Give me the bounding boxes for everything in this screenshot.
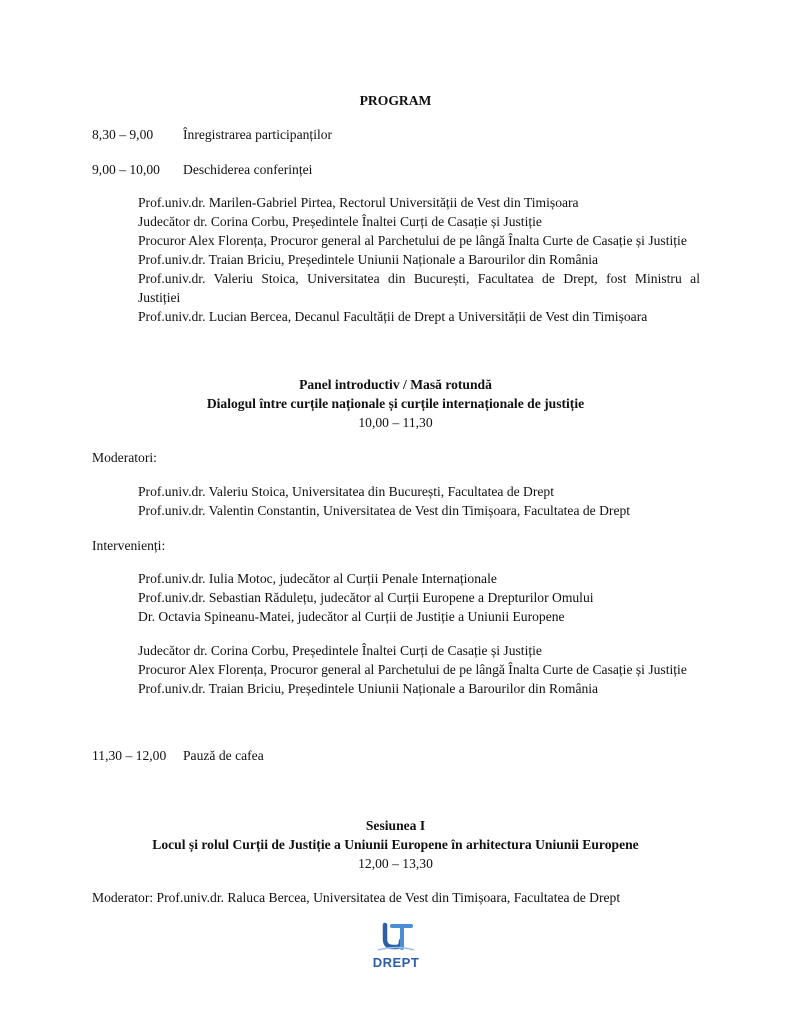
speakers-list-group2 — [138, 641, 700, 698]
schedule-time: 9,00 – 10,00 — [92, 162, 160, 177]
moderator-line: Prof.univ.dr. Valeriu Stoica, Universitatea din București, Facultatea de Drept — [138, 484, 555, 499]
session1-subheading: Locul și rolul Curții de Justiție a Uniunii Europene în arhitectura Uniunii Europene — [152, 837, 639, 852]
speaker-line: Prof.univ.dr. Traian Briciu, Președintele Uniunii Naționale a Barourilor din România — [138, 252, 599, 267]
moderators-list — [138, 482, 700, 520]
panel-subheading: Dialogul între curțile naționale și curțile internaționale de justiție — [206, 396, 585, 411]
speaker-line: Prof.univ.dr. Lucian Bercea, Decanul Facultății de Drept a Universității de Vest din Timișoara — [138, 309, 648, 324]
schedule-label: Deschiderea conferinței — [183, 162, 313, 177]
session1-heading-block — [0, 816, 791, 873]
schedule-time: 11,30 – 12,00 — [92, 748, 167, 763]
program-title: PROGRAM — [359, 93, 432, 108]
session1-time: 12,00 – 13,30 — [358, 856, 433, 871]
schedule-time: 8,30 – 9,00 — [92, 127, 154, 142]
speaker-line: Procuror Alex Florența, Procuror general al Parchetului de pe lângă Înalta Curte de Casație și Justiție — [138, 662, 687, 677]
schedule-label: Înregistrarea participanților — [183, 127, 333, 142]
moderator-line: Prof.univ.dr. Valentin Constantin, Universitatea de Vest din Timișoara, Facultatea de Drept — [138, 503, 631, 518]
schedule-row-registration — [92, 125, 712, 144]
speaker-line: Judecător dr. Corina Corbu, Președintele Înaltei Curți de Casație și Justiție — [138, 214, 542, 229]
opening-speakers-list — [138, 193, 700, 326]
speaker-line: Prof.univ.dr. Marilen-Gabriel Pirtea, Rectorul Universității de Vest din Timișoara — [138, 195, 579, 210]
speaker-line: Judecător dr. Corina Corbu, Președintele Înaltei Curți de Casație și Justiție — [138, 643, 542, 658]
logo-word: DREPT — [372, 955, 420, 970]
speaker-line: Prof.univ.dr. Traian Briciu, Președintele Uniunii Naționale a Barourilor din România — [138, 681, 599, 696]
panel-time: 10,00 – 11,30 — [358, 415, 433, 430]
speaker-line: Dr. Octavia Spineanu-Matei, judecător al Curții de Justiție a Uniunii Europene — [138, 609, 565, 624]
speaker-line: Procuror Alex Florența, Procuror general al Parchetului de pe lângă Înalta Curte de Casație și Justiție — [138, 233, 687, 248]
moderators-label: Moderatori: — [92, 450, 157, 465]
speakers-list-group1 — [138, 569, 700, 626]
faculty-logo — [368, 921, 424, 971]
schedule-row-break — [92, 746, 712, 765]
ut-logo-icon — [368, 921, 424, 953]
session1-moderator: Moderator: Prof.univ.dr. Raluca Bercea, Universitatea de Vest din Timișoara, Facultatea de Drept — [92, 890, 621, 905]
speaker-line: Prof.univ.dr. Sebastian Rădulețu, judecător al Curții Europene a Drepturilor Omului — [138, 590, 594, 605]
panel-heading: Panel introductiv / Masă rotundă — [299, 377, 492, 392]
speaker-line: Prof.univ.dr. Valeriu Stoica, Universitatea din București, Facultatea de Drept, fost Ministru al — [138, 271, 700, 286]
speaker-line: Prof.univ.dr. Iulia Motoc, judecător al Curții Penale Internaționale — [138, 571, 497, 586]
speakers-label: Intervenienți: — [92, 538, 166, 553]
session1-heading: Sesiunea I — [365, 818, 426, 833]
speaker-line: Justiției — [138, 290, 181, 305]
schedule-row-opening — [92, 160, 712, 179]
schedule-label: Pauză de cafea — [183, 748, 264, 763]
panel-heading-block — [0, 375, 791, 432]
